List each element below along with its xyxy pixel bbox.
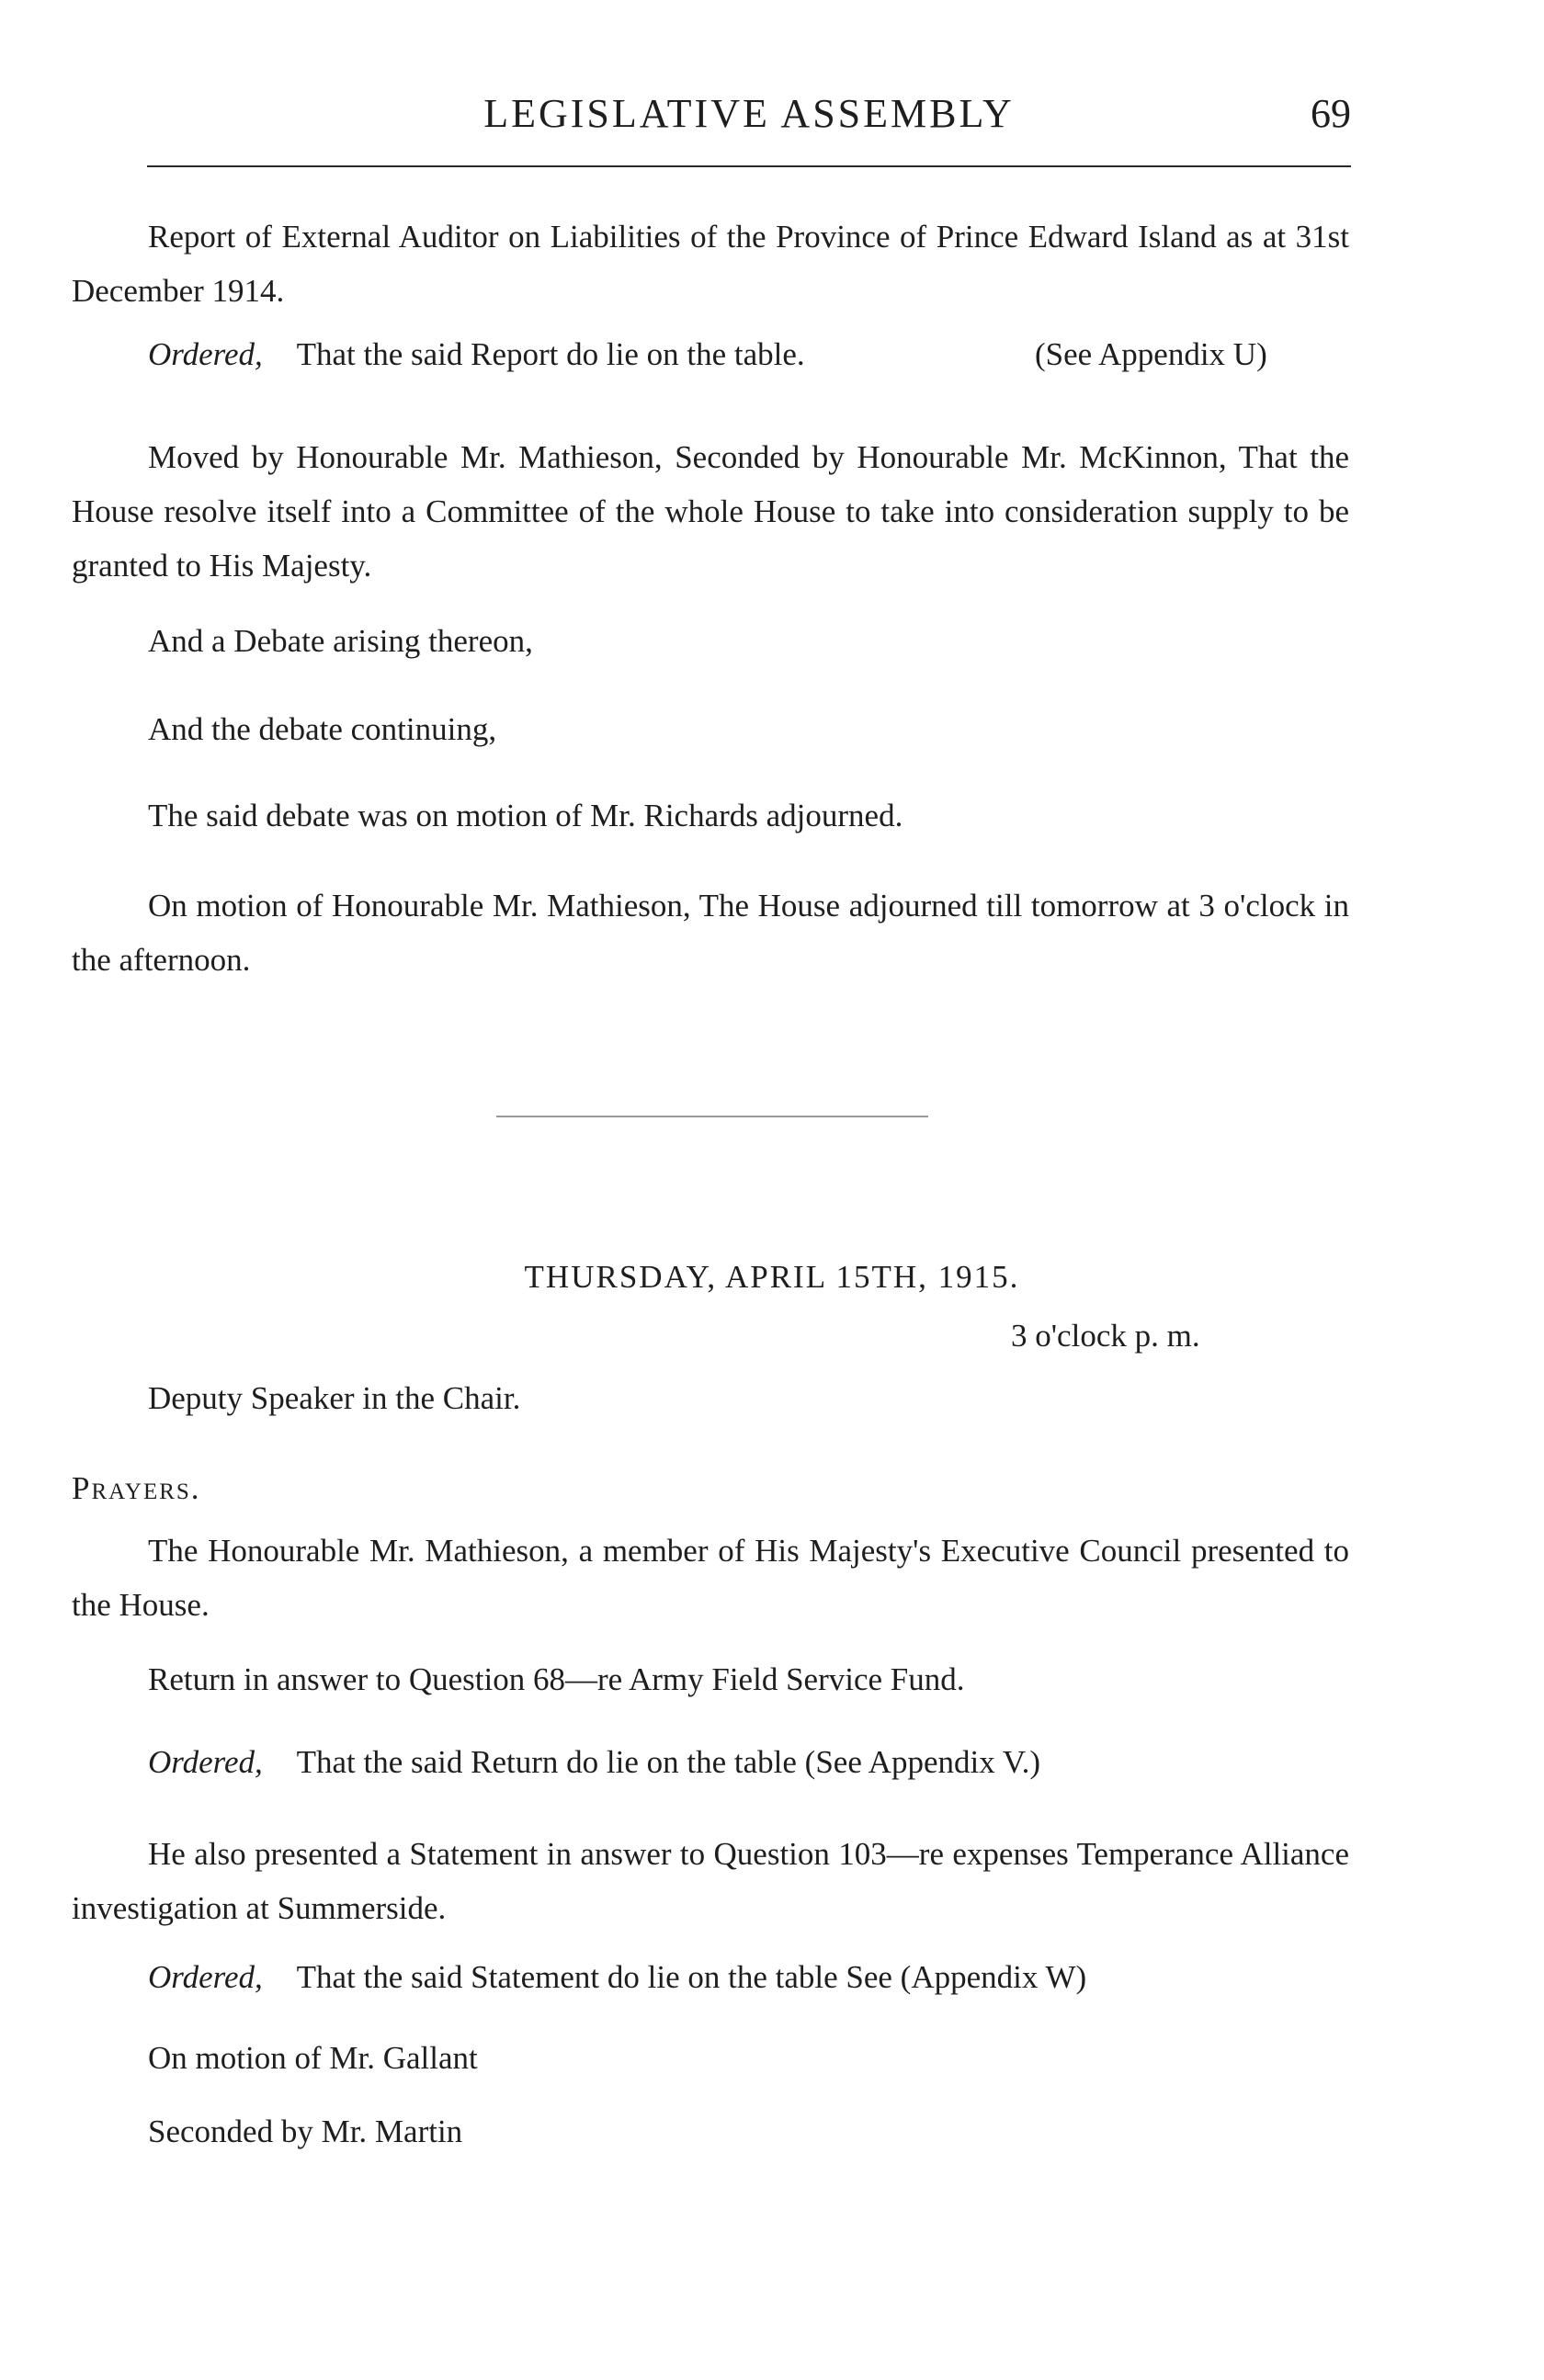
paragraph-debate-arising: And a Debate arising thereon, xyxy=(148,623,533,659)
paragraph-executive-council: The Honourable Mr. Mathieson, a member of His Majesty's Executive Council presented to the House. xyxy=(72,1533,1349,1623)
ordered-text: That the said Return do lie on the table (See Appendix V.) xyxy=(296,1744,1040,1780)
paragraph-return-question-68: Return in answer to Question 68—re Army Field Service Fund. xyxy=(148,1661,965,1697)
header-rule xyxy=(147,165,1351,167)
page-header xyxy=(147,90,1351,145)
paragraph-debate-continuing: And the debate continuing, xyxy=(148,711,497,747)
page-number: 69 xyxy=(1311,91,1351,136)
ordered-label: Ordered, xyxy=(148,1959,263,1995)
paragraph-motion-supply: Moved by Honourable Mr. Mathieson, Seconded by Honourable Mr. McKinnon, That the House resolve itself into a Committee of the whole House to take into consideration supply to be granted to His Majesty. xyxy=(72,439,1349,584)
sitting-date-heading: THURSDAY, APRIL 15TH, 1915. xyxy=(524,1259,1020,1295)
chair-statement: Deputy Speaker in the Chair. xyxy=(148,1380,521,1416)
ordered-text: That the said Report do lie on the table. xyxy=(296,336,805,372)
paragraph-ordered-return xyxy=(148,1744,1040,1781)
ordered-label: Ordered, xyxy=(148,1744,263,1780)
paragraph-statement-question-103: He also presented a Statement in answer to Question 103—re expenses Temperance Alliance investigation at Summerside. xyxy=(72,1836,1349,1926)
prayers-heading: Prayers. xyxy=(72,1470,201,1506)
ordered-label: Ordered, xyxy=(148,336,263,372)
paragraph-ordered-statement xyxy=(148,1959,1086,1996)
paragraph-house-adjourned: On motion of Honourable Mr. Mathieson, The House adjourned till tomorrow at 3 o'clock in the afternoon. xyxy=(72,888,1349,978)
paragraph-motion-gallant: On motion of Mr. Gallant xyxy=(148,2040,478,2076)
section-separator xyxy=(496,1116,928,1117)
sitting-time: 3 o'clock p. m. xyxy=(1011,1318,1200,1354)
running-title: LEGISLATIVE ASSEMBLY xyxy=(483,91,1015,136)
paragraph-auditor-report: Report of External Auditor on Liabilities of the Province of Prince Edward Island as at 31st December 1914. xyxy=(72,219,1349,309)
appendix-reference: (See Appendix U) xyxy=(1035,336,1267,372)
paragraph-debate-adjourned: The said debate was on motion of Mr. Richards adjourned. xyxy=(148,798,903,833)
ordered-text: That the said Statement do lie on the table See (Appendix W) xyxy=(296,1959,1087,1995)
paragraph-ordered-report xyxy=(148,336,805,373)
paragraph-seconded-martin: Seconded by Mr. Martin xyxy=(148,2114,463,2149)
